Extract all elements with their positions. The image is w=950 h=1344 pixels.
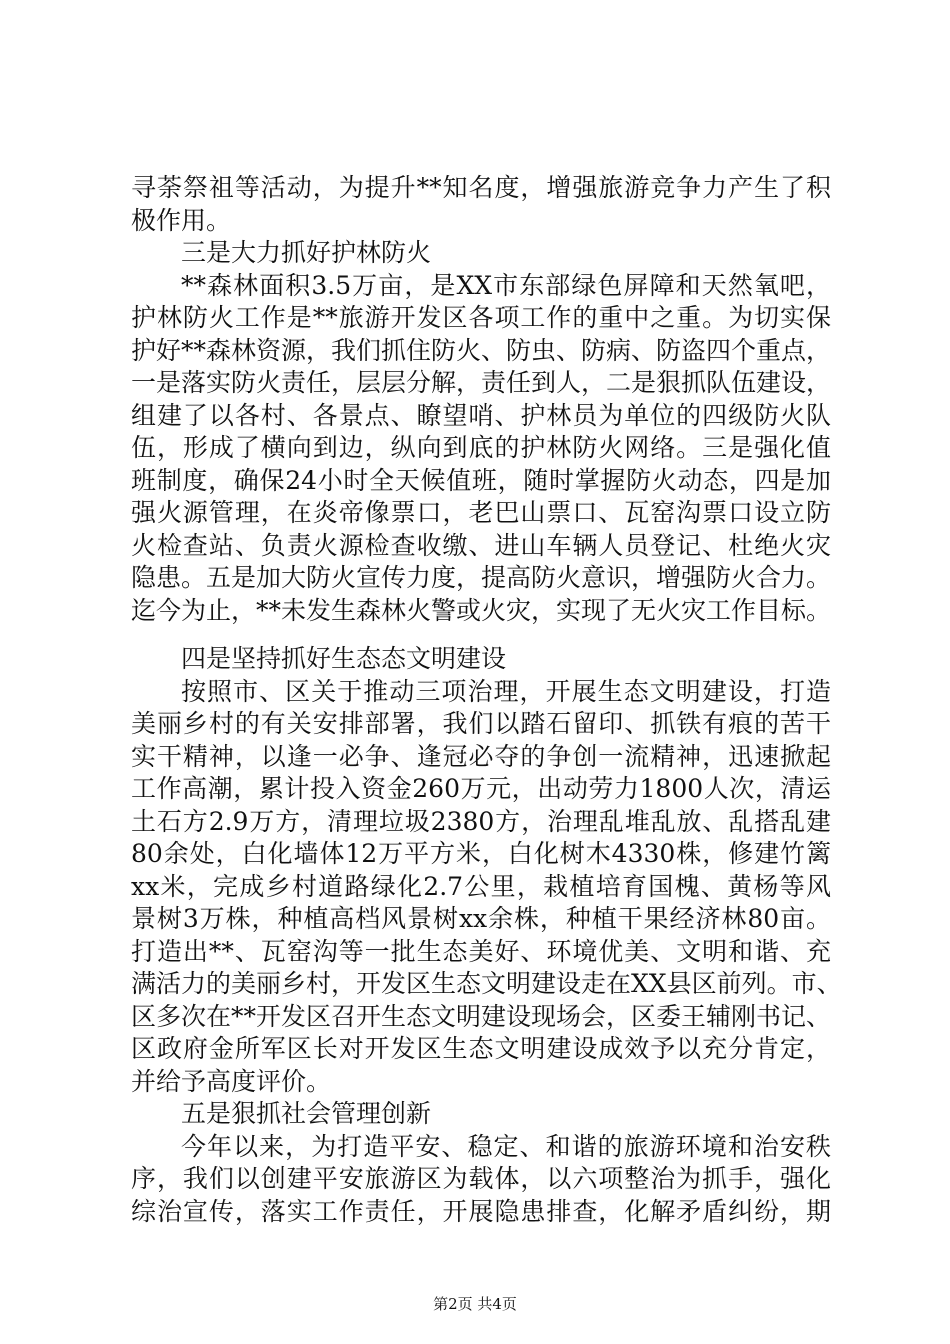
section-heading: 三是大力抓好护林防火 xyxy=(181,238,432,267)
text-line: 区多次在**开发区召开生态文明建设现场会，区委王辅刚书记、 xyxy=(131,1001,832,1031)
text-line: 一是落实防火责任，层层分解，责任到人，二是狠抓队伍建设， xyxy=(131,368,832,397)
text-line: 工作高潮，累计投入资金260万元，出动劳力1800人次，清运 xyxy=(131,774,831,803)
text-line: 极作用。 xyxy=(131,205,232,235)
text-line: 强火源管理，在炎帝像票口，老巴山票口、瓦窑沟票口设立防 xyxy=(131,498,831,527)
text-line: 隐患。五是加大防火宣传力度，提高防火意识，增强防火合力。 xyxy=(131,563,832,592)
text-line: 按照市、区关于推动三项治理，开展生态文明建设，打造 xyxy=(181,676,831,706)
text-line: 火检查站、负责火源检查收缴、进山车辆人员登记、杜绝火灾 xyxy=(131,530,831,560)
text-line: 迄今为止，**未发生森林火警或火灾，实现了无火灾工作目标。 xyxy=(131,595,832,625)
section-heading: 四是坚持抓好生态态文明建设 xyxy=(181,644,507,673)
text-line: 80余处，白化墙体12万平方米，白化树木4330株，修建竹篱 xyxy=(131,839,831,868)
text-line: 满活力的美丽乡村，开发区生态文明建设走在XX县区前列。市、 xyxy=(131,969,842,998)
text-line: 区政府金所军区长对开发区生态文明建设成效予以充分肯定， xyxy=(131,1034,831,1063)
text-line: 实干精神，以逢一必争、逢冠必夺的争创一流精神，迅速掀起 xyxy=(131,741,831,771)
paragraph-gap xyxy=(131,627,831,643)
text-line: 今年以来，为打造平安、稳定、和谐的旅游环境和治安秩 xyxy=(181,1131,831,1161)
text-line: 打造出**、瓦窑沟等一批生态美好、环境优美、文明和谐、充 xyxy=(131,936,831,966)
text-line: 伍，形成了横向到边，纵向到底的护林防火网络。三是强化值 xyxy=(131,433,831,462)
text-line: xx米，完成乡村道路绿化2.7公里，栽植培育国槐、黄杨等风 xyxy=(131,871,831,901)
page-number-footer: 第2页 共4页 xyxy=(433,1295,517,1313)
text-line: **森林面积3.5万亩，是XX市东部绿色屏障和天然氧吧， xyxy=(181,270,831,300)
text-line: 土石方2.9万方，清理垃圾2380方，治理乱堆乱放、乱搭乱建 xyxy=(131,806,831,836)
document-body xyxy=(131,172,842,1228)
text-line: 序，我们以创建平安旅游区为载体，以六项整治为抓手，强化 xyxy=(131,1164,831,1193)
text-line: 班制度，确保24小时全天候值班，随时掌握防火动态，四是加 xyxy=(131,465,831,495)
section-heading: 五是狠抓社会管理创新 xyxy=(181,1099,432,1128)
text-line: 护好**森林资源，我们抓住防火、防虫、防病、防盗四个重点， xyxy=(131,335,832,365)
text-line: 并给予高度评价。 xyxy=(131,1066,332,1096)
text-line: 景树3万株，种植高档风景树xx余株，种植干果经济林80亩。 xyxy=(131,904,831,933)
text-line: 护林防火工作是**旅游开发区各项工作的重中之重。为切实保 xyxy=(131,303,831,332)
text-line: 寻荼祭祖等活动，为提升**知名度，增强旅游竞争力产生了积 xyxy=(131,173,831,202)
text-line: 综治宣传，落实工作责任，开展隐患排查，化解矛盾纠纷，期 xyxy=(131,1196,831,1226)
text-line: 美丽乡村的有关安排部署，我们以踏石留印、抓铁有痕的苦干 xyxy=(131,709,831,738)
text-line: 组建了以各村、各景点、瞭望哨、护林员为单位的四级防火队 xyxy=(131,400,831,430)
